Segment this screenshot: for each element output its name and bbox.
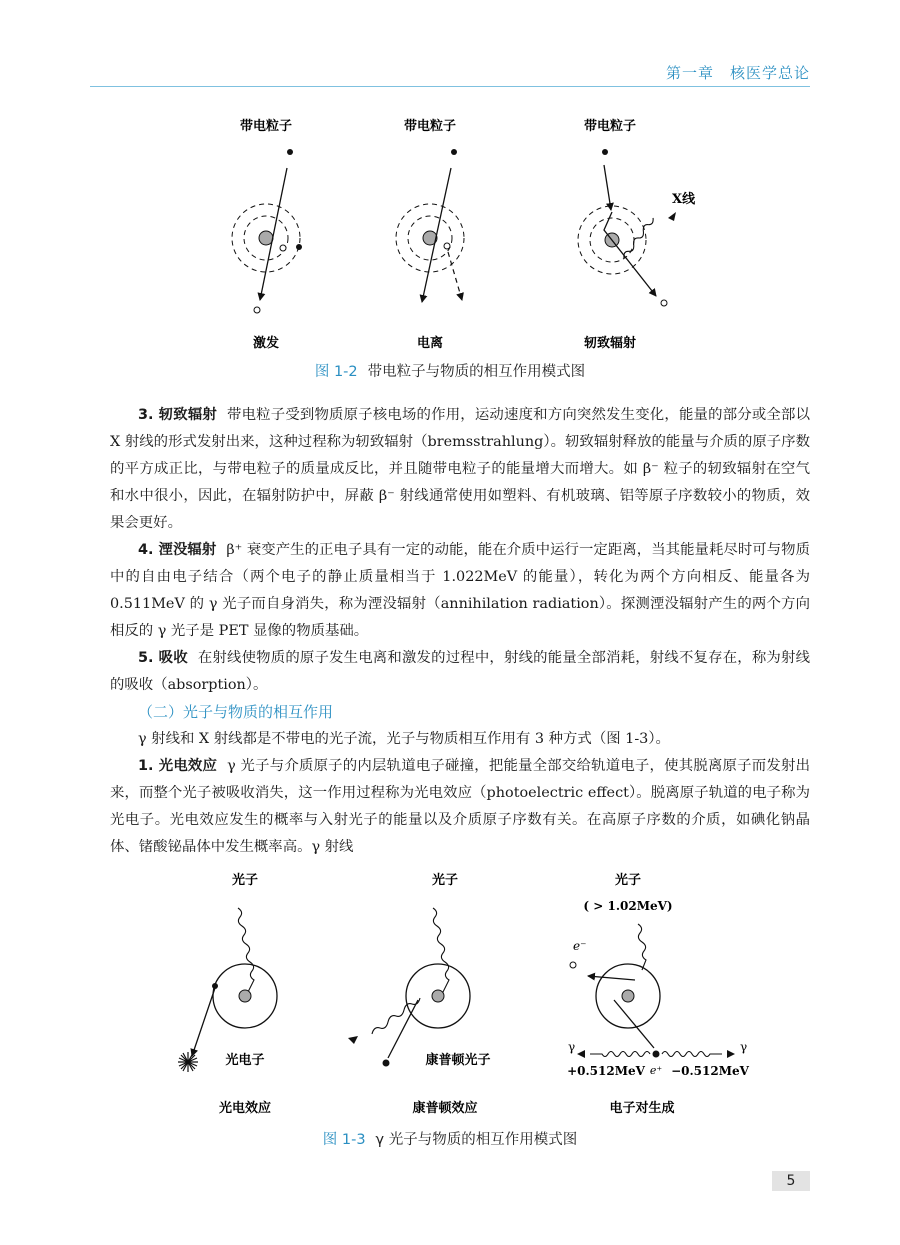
panel-ionization — [396, 118, 464, 351]
electron-before — [280, 245, 286, 251]
figure-1-2-diagram — [90, 110, 810, 360]
paragraph-text: 在射线使物质的原子发生电离和激发的过程中，射线的能量全部消耗，射线不复存在，称为射线的吸收（absorption）。 — [110, 650, 810, 693]
nucleus — [622, 990, 634, 1002]
panel-2-top-label: 带电粒子 — [403, 119, 457, 134]
compton-photon-label: 康普顿光子 — [425, 1053, 491, 1068]
incident-photon — [433, 908, 449, 996]
ejected-electron-track — [448, 252, 462, 300]
panel-1-top-label: 光子 — [231, 873, 259, 888]
nucleus — [432, 990, 444, 1002]
electron-excited — [296, 244, 302, 250]
caption-text: 带电粒子与物质的相互作用模式图 — [367, 364, 586, 380]
electron-track — [588, 976, 635, 980]
recoil-electron — [383, 1060, 390, 1067]
body-text — [110, 402, 810, 861]
xray-label: X线 — [672, 192, 696, 207]
particle-after — [254, 307, 260, 313]
caption-number: 图 1-2 — [314, 364, 358, 380]
figure-1-2 — [90, 110, 810, 360]
paragraph-text: 带电粒子受到物质原子核电场的作用，运动速度和方向突然发生变化，能量的部分或全部以 X 射线的形式发射出来，这种过程称为轫致辐射（bremsstrahlung）。轫致辐射释放的能量与介质的原子序数的平方成正比，与带电粒子的质量成反比，并且随带电粒子的能量增大而增大。如 β⁻ 粒子的轫致辐射在空气和水中很小，因此，在辐射防护中，屏蔽 β⁻ 射线通常使用如塑料、有机玻璃、铝等原子序数较小的物质，效果会更好。 — [110, 407, 810, 531]
panel-3-bottom-label: 轫致辐射 — [583, 336, 637, 351]
panel-1-top-label: 带电粒子 — [239, 119, 293, 134]
electron — [570, 962, 576, 968]
panel-excitation — [232, 118, 302, 351]
chapter-title: 第一章 核医学总论 — [665, 64, 810, 82]
panel-bremsstrahlung — [578, 118, 696, 351]
photoelectron-label: 光电子 — [225, 1053, 265, 1068]
panel-2-top-label: 光子 — [431, 873, 459, 888]
scattered-arrowhead — [348, 1036, 358, 1044]
paragraph-title: 4. 湮没辐射 — [138, 542, 217, 558]
photoelectron-track — [192, 988, 215, 1056]
electron-label: e⁻ — [573, 939, 587, 953]
panel-1-bottom-label: 激发 — [252, 336, 280, 351]
paragraph-title: 1. 光电效应 — [138, 758, 218, 774]
xray-wave — [616, 218, 660, 258]
incoming-track — [604, 165, 611, 210]
xray-arrowhead — [668, 212, 676, 221]
running-header — [90, 62, 810, 88]
positron-label: e⁺ — [649, 1064, 663, 1077]
paragraph-text: β⁺ 衰变产生的正电子具有一定的动能，能在介质中运行一定距离，当其能量耗尽时可与物质中的自由电子结合（两个电子的静止质量相当于 1.022MeV 的能量），转化为两个方向相反、能量各为 0.511MeV 的 γ 光子而自身消失，称为湮没辐射（annihilation radiation）。探测湮没辐射产生的两个方向相反的 γ 光子是 PET 显像的物质基础。 — [110, 542, 810, 639]
nucleus — [259, 231, 273, 245]
gamma-left-arrowhead — [577, 1050, 585, 1058]
panel-3-top-label: 光子 — [614, 873, 642, 888]
panel-3-bottom-label: 电子对生成 — [609, 1101, 675, 1116]
nucleus — [239, 990, 251, 1002]
paragraph-bremsstrahlung — [110, 402, 810, 537]
starburst-icon — [178, 1052, 198, 1072]
panel-photoelectric — [178, 872, 277, 1116]
incident-photon — [638, 924, 646, 970]
gamma-right-label: γ — [740, 1040, 748, 1054]
panel-pair-production — [567, 872, 750, 1116]
gamma-right-arrowhead — [727, 1050, 735, 1058]
figure-1-3 — [90, 866, 810, 1126]
electron-vacancy — [444, 243, 450, 249]
page-number: 5 — [772, 1171, 810, 1191]
caption-number: 图 1-3 — [322, 1132, 366, 1148]
figure-1-2-caption — [0, 360, 900, 381]
gamma-left-wave — [590, 1052, 650, 1057]
gamma-left-label: γ — [568, 1040, 576, 1054]
incident-photon — [238, 908, 254, 992]
energy-right-label: −0.512MeV — [671, 1064, 749, 1078]
panel-2-bottom-label: 电离 — [416, 336, 444, 351]
charged-particle — [287, 149, 293, 155]
energy-threshold-label: ( > 1.02MeV) — [583, 899, 673, 913]
particle-after — [661, 300, 667, 306]
charged-particle — [451, 149, 457, 155]
panel-compton — [348, 872, 491, 1116]
gamma-right-wave — [662, 1052, 722, 1057]
recoil-track — [388, 1000, 418, 1058]
energy-left-label: +0.512MeV — [567, 1064, 645, 1078]
panel-3-top-label: 带电粒子 — [583, 119, 637, 134]
panel-1-bottom-label: 光电效应 — [218, 1101, 272, 1116]
paragraph-intro: γ 射线和 X 射线都是不带电的光子流，光子与物质相互作用有 3 种方式（图 1-3）。 — [138, 731, 670, 747]
paragraph-absorption — [110, 645, 810, 699]
figure-1-3-caption — [0, 1128, 900, 1149]
paragraph-title: 5. 吸收 — [138, 650, 188, 666]
header-rule — [90, 86, 810, 87]
charged-particle — [602, 149, 608, 155]
section-heading: （二）光子与物质的相互作用 — [138, 703, 334, 721]
paragraph-photoelectric — [110, 753, 810, 861]
caption-text: γ 光子与物质的相互作用模式图 — [375, 1132, 578, 1148]
paragraph-annihilation — [110, 537, 810, 645]
positron-track — [614, 1000, 654, 1048]
panel-2-bottom-label: 康普顿效应 — [412, 1101, 478, 1116]
paragraph-text: γ 光子与介质原子的内层轨道电子碰撞，把能量全部交给轨道电子，使其脱离原子而发射出来，而整个光子被吸收消失，这一作用过程称为光电效应（photoelectric effect）。脱离原子轨道的电子称为光电子。光电效应发生的概率与入射光子的能量以及介质原子序数有关。在高原子序数的介质，如碘化钠晶体、锗酸铋晶体中发生概率高。γ 射线 — [110, 758, 810, 855]
figure-1-3-diagram — [90, 866, 810, 1126]
paragraph-title: 3. 轫致辐射 — [138, 407, 217, 423]
annihilation-point — [653, 1051, 660, 1058]
